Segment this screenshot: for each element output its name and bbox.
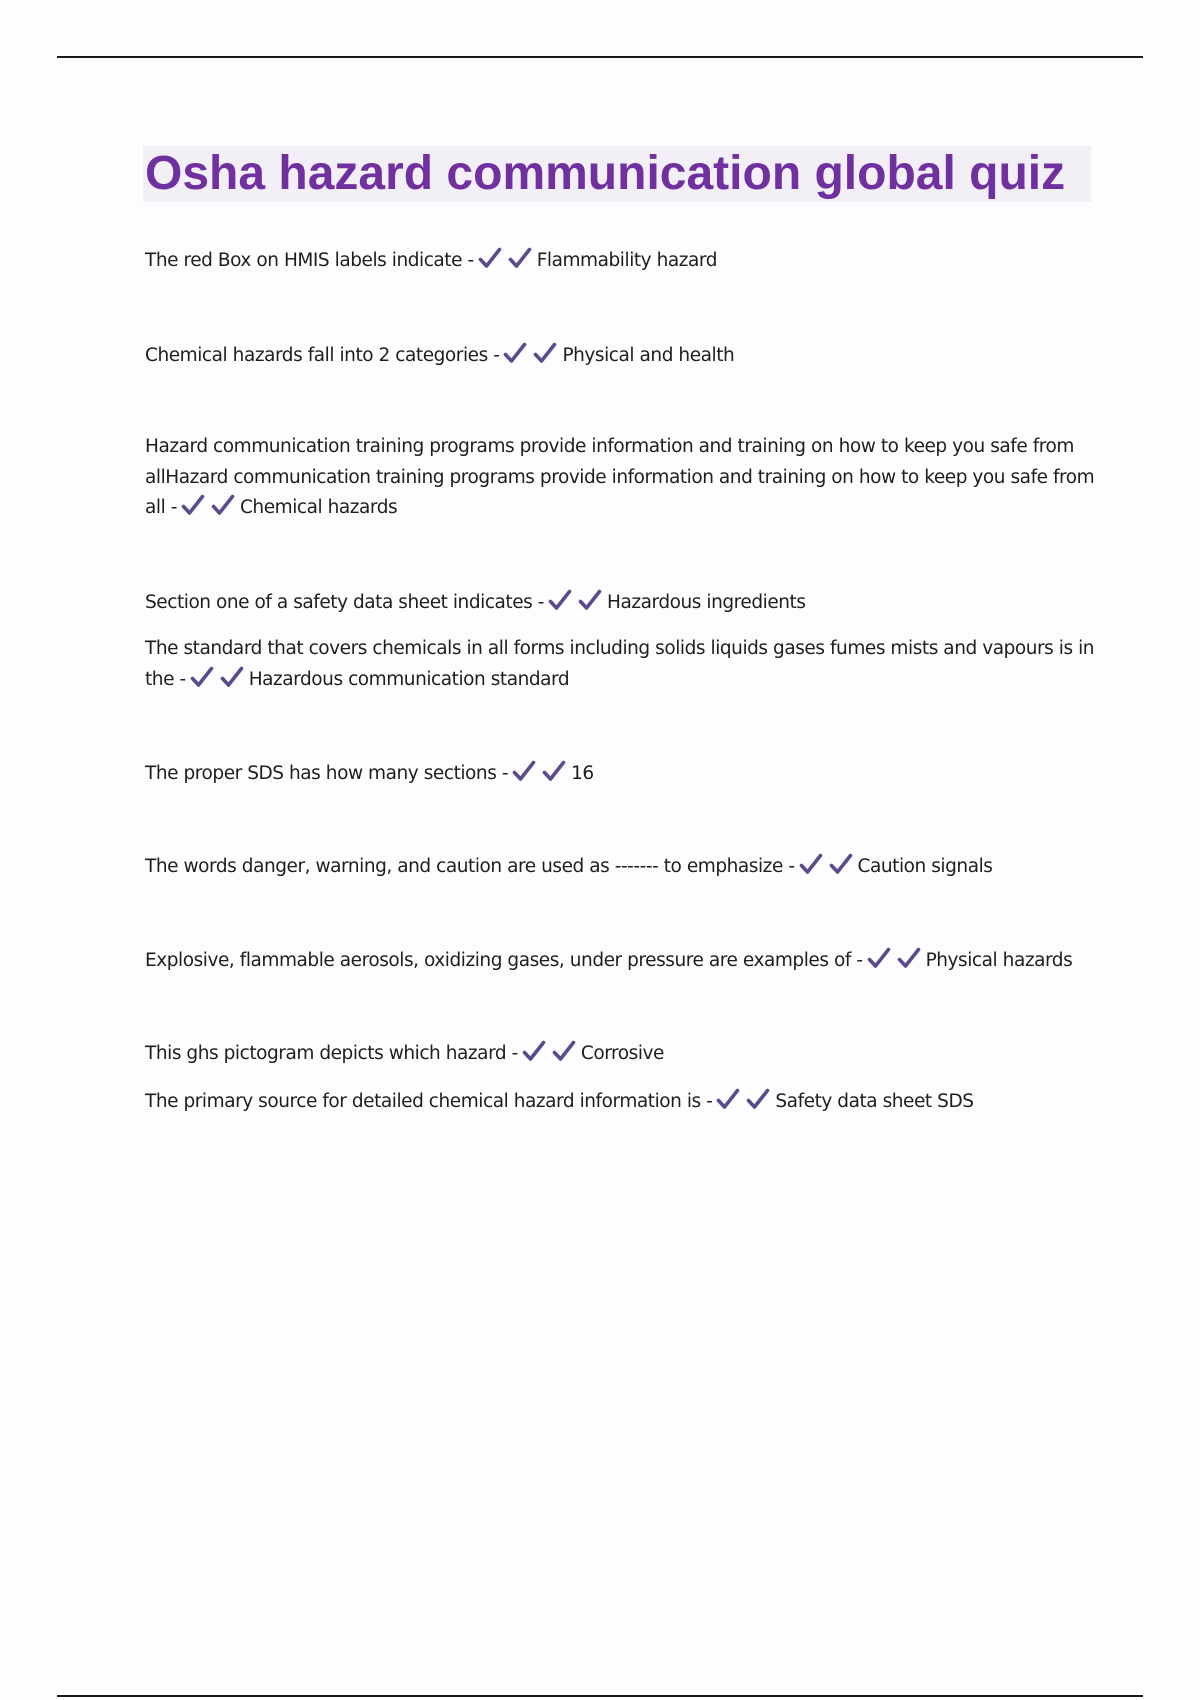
double-check-icon — [190, 666, 244, 699]
qa-item — [145, 246, 1095, 280]
separator: - — [493, 345, 500, 366]
separator: - — [788, 856, 795, 877]
title-highlight — [143, 146, 1091, 202]
answer-text: Physical and health — [562, 345, 735, 366]
double-check-icon — [512, 760, 566, 793]
qa-item — [145, 852, 1095, 886]
question-text: Explosive, flammable aerosols, oxidizing gases, under pressure are examples of — [145, 950, 851, 971]
separator: - — [856, 950, 863, 971]
check-icon — [508, 247, 532, 269]
answer-text: Corrosive — [580, 1043, 664, 1064]
check-icon — [552, 1040, 576, 1062]
double-check-icon — [181, 494, 235, 527]
answer-text: Hazardous communication standard — [248, 668, 570, 690]
qa-item — [145, 634, 1095, 698]
qa-item — [145, 759, 1095, 793]
qa-item — [145, 946, 1095, 980]
double-check-icon — [716, 1088, 770, 1121]
qa-item — [145, 432, 1095, 527]
qa-item — [145, 341, 1095, 375]
check-icon — [897, 947, 921, 969]
check-icon — [578, 589, 602, 611]
answer-text: Safety data sheet SDS — [775, 1091, 974, 1112]
check-icon — [533, 342, 557, 364]
check-icon — [829, 853, 853, 875]
double-check-icon — [867, 947, 921, 980]
check-icon — [220, 666, 244, 688]
check-icon — [542, 760, 566, 782]
top-rule — [57, 56, 1143, 58]
answer-text: Caution signals — [857, 856, 993, 877]
question-text: Section one of a safety data sheet indicates — [145, 592, 533, 613]
double-check-icon — [522, 1040, 576, 1073]
qa-item — [145, 1039, 1095, 1073]
answer-text: Chemical hazards — [239, 497, 398, 518]
separator: - — [467, 250, 474, 271]
question-text: Hazard communication training programs provide information and training on how to keep you safe from allHazard communication training programs provide information and training on how to keep you safe from all — [145, 436, 1095, 518]
double-check-icon — [799, 853, 853, 886]
check-icon — [512, 760, 536, 782]
check-icon — [211, 494, 235, 516]
answer-text: Hazardous ingredients — [607, 592, 806, 613]
answer-text: 16 — [571, 763, 594, 784]
double-check-icon — [503, 342, 557, 375]
check-icon — [181, 494, 205, 516]
check-icon — [867, 947, 891, 969]
qa-item — [145, 588, 1095, 622]
check-icon — [522, 1040, 546, 1062]
check-icon — [503, 342, 527, 364]
question-text: This ghs pictogram depicts which hazard — [145, 1043, 507, 1064]
separator: - — [179, 668, 186, 690]
check-icon — [799, 853, 823, 875]
question-text: The primary source for detailed chemical hazard information is — [145, 1091, 701, 1112]
qa-item — [145, 1087, 1095, 1121]
separator: - — [511, 1043, 518, 1064]
separator: - — [501, 763, 509, 784]
bottom-rule — [57, 1695, 1143, 1697]
separator: - — [170, 497, 177, 518]
separator: - — [706, 1091, 713, 1112]
question-text: The words danger, warning, and caution are used as ------- to emphasize — [145, 856, 783, 877]
answer-text: Flammability hazard — [536, 250, 718, 271]
check-icon — [548, 589, 572, 611]
check-icon — [746, 1088, 770, 1110]
check-icon — [190, 666, 214, 688]
double-check-icon — [548, 589, 602, 622]
question-text: The proper SDS has how many sections — [145, 763, 497, 784]
question-text: The standard that covers chemicals in all forms including solids liquids gases fumes mists and vapours is in the — [145, 638, 1095, 690]
page-title: Osha hazard communication global quiz — [145, 147, 1066, 200]
question-text: Chemical hazards fall into 2 categories — [145, 345, 488, 366]
question-text: The red Box on HMIS labels indicate — [145, 250, 463, 271]
separator: - — [537, 592, 545, 613]
check-icon — [478, 247, 502, 269]
check-icon — [716, 1088, 740, 1110]
double-check-icon — [478, 247, 532, 280]
answer-text: Physical hazards — [925, 950, 1073, 971]
